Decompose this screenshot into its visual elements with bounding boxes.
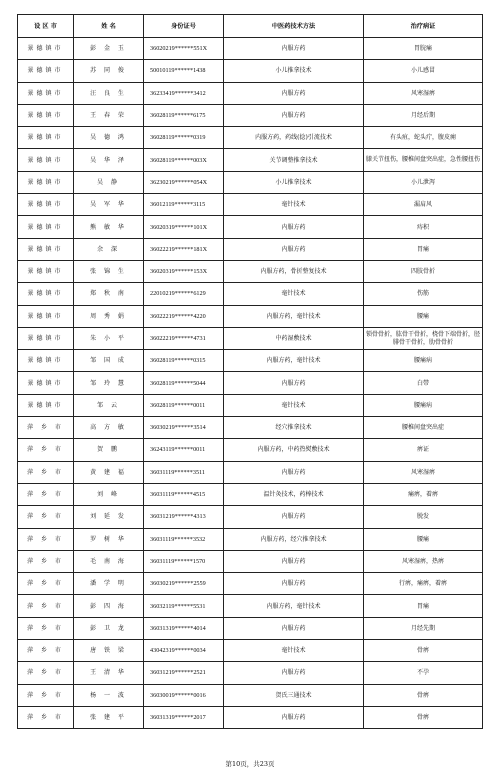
id-number-cell: 36022219******4220	[144, 305, 224, 327]
indication-cell: 脱发	[364, 506, 483, 528]
indication-cell: 风寒湿痹，热痹	[364, 550, 483, 572]
tcm-method-cell: 毫针技术	[224, 283, 364, 305]
tcm-method-cell: 内服方药	[224, 461, 364, 483]
id-number-cell: 36230219******054X	[144, 171, 224, 193]
tcm-method-cell: 中药湿敷技术	[224, 327, 364, 349]
tcm-method-cell: 贺氏三通技术	[224, 684, 364, 706]
city-cell: 景德镇市	[18, 350, 74, 372]
table-row	[18, 483, 483, 505]
tcm-method-cell: 小儿推拿技术	[224, 171, 364, 193]
name-cell: 苏 同 俊	[74, 60, 144, 82]
indication-cell: 骨痹	[364, 706, 483, 728]
city-cell: 景德镇市	[18, 260, 74, 282]
city-cell: 萍 乡 市	[18, 662, 74, 684]
city-cell: 景德镇市	[18, 60, 74, 82]
city-cell: 景德镇市	[18, 394, 74, 416]
indication-cell: 行痹，痛痹，着痹	[364, 573, 483, 595]
name-cell: 王 清 华	[74, 662, 144, 684]
name-cell: 刘 峰	[74, 483, 144, 505]
header-indication: 治疗病证	[364, 15, 483, 38]
name-cell: 邹 玲 慧	[74, 372, 144, 394]
id-number-cell: 36020319******101X	[144, 216, 224, 238]
city-cell: 景德镇市	[18, 127, 74, 149]
city-cell: 萍 乡 市	[18, 439, 74, 461]
city-cell: 景德镇市	[18, 372, 74, 394]
name-cell: 吴 华 泽	[74, 149, 144, 171]
city-cell: 景德镇市	[18, 305, 74, 327]
indication-cell: 不孕	[364, 662, 483, 684]
tcm-method-cell: 内服方药，毫针技术	[224, 595, 364, 617]
indication-cell: 腰痛病	[364, 394, 483, 416]
indication-cell: 痹证	[364, 439, 483, 461]
indication-cell: 腰椎间盘突出症	[364, 417, 483, 439]
city-cell: 萍 乡 市	[18, 506, 74, 528]
table-row	[18, 684, 483, 706]
city-cell: 景德镇市	[18, 194, 74, 216]
id-number-cell: 36028119******0319	[144, 127, 224, 149]
name-cell: 熊 敏 华	[74, 216, 144, 238]
table-row	[18, 327, 483, 349]
tcm-method-cell: 内服方药	[224, 82, 364, 104]
id-number-cell: 36022219******4731	[144, 327, 224, 349]
city-cell: 萍 乡 市	[18, 550, 74, 572]
table-row	[18, 216, 483, 238]
city-cell: 萍 乡 市	[18, 483, 74, 505]
id-number-cell: 36031319******4014	[144, 617, 224, 639]
tcm-method-cell: 温针灸技术，药棒技术	[224, 483, 364, 505]
table-row	[18, 60, 483, 82]
name-cell: 吴 军 华	[74, 194, 144, 216]
city-cell: 景德镇市	[18, 38, 74, 60]
table-row	[18, 127, 483, 149]
indication-cell: 月经后期	[364, 104, 483, 126]
id-number-cell: 36028119******0011	[144, 394, 224, 416]
city-cell: 萍 乡 市	[18, 684, 74, 706]
tcm-method-cell: 内服方药，药线(捻)引流技术	[224, 127, 364, 149]
indication-cell: 漏肩风	[364, 194, 483, 216]
id-number-cell: 36031219******4313	[144, 506, 224, 528]
header-tcm-method: 中医药技术方法	[224, 15, 364, 38]
id-number-cell: 36028119******0315	[144, 350, 224, 372]
name-cell: 杨 一 波	[74, 684, 144, 706]
indication-cell: 锁骨骨折，肱骨干骨折，桡骨下端骨折，胫腓骨干骨折，肋骨骨折	[364, 327, 483, 349]
name-cell: 彭 四 海	[74, 595, 144, 617]
indication-cell: 胃脘痛	[364, 38, 483, 60]
tcm-method-cell: 内服方药	[224, 662, 364, 684]
city-cell: 景德镇市	[18, 216, 74, 238]
table-row	[18, 573, 483, 595]
table-body	[18, 38, 483, 729]
indication-cell: 月经先期	[364, 617, 483, 639]
id-number-cell: 36020319******153X	[144, 260, 224, 282]
tcm-method-cell: 内服方药	[224, 573, 364, 595]
name-cell: 贺 鹏	[74, 439, 144, 461]
tcm-method-cell: 内服方药	[224, 238, 364, 260]
name-cell: 吴 静	[74, 171, 144, 193]
tcm-method-cell: 内服方药	[224, 550, 364, 572]
tcm-method-cell: 内服方药	[224, 104, 364, 126]
indication-cell: 风寒湿痹	[364, 82, 483, 104]
name-cell: 郑 秋 南	[74, 283, 144, 305]
id-number-cell: 36233419******3412	[144, 82, 224, 104]
indication-cell: 胃痛	[364, 238, 483, 260]
table-row	[18, 550, 483, 572]
id-number-cell: 22010219******6129	[144, 283, 224, 305]
id-number-cell: 36028119******003X	[144, 149, 224, 171]
id-number-cell: 36031219******2521	[144, 662, 224, 684]
table-row	[18, 260, 483, 282]
city-cell: 萍 乡 市	[18, 706, 74, 728]
name-cell: 彭 金 玉	[74, 38, 144, 60]
tcm-method-cell: 内服方药，经穴推拿技术	[224, 528, 364, 550]
tcm-method-cell: 关节调整推拿技术	[224, 149, 364, 171]
table-row	[18, 617, 483, 639]
tcm-method-cell: 内服方药，骨折整复技术	[224, 260, 364, 282]
table-row	[18, 283, 483, 305]
header-name: 姓 名	[74, 15, 144, 38]
id-number-cell: 36031119******3511	[144, 461, 224, 483]
indication-cell: 四肢骨折	[364, 260, 483, 282]
table-row	[18, 171, 483, 193]
name-cell: 汪 良 生	[74, 82, 144, 104]
table-header-row	[18, 15, 483, 38]
name-cell: 毛 南 海	[74, 550, 144, 572]
tcm-method-cell: 毫针技术	[224, 394, 364, 416]
tcm-method-cell: 内服方药，毫针技术	[224, 305, 364, 327]
tcm-method-cell: 内服方药	[224, 372, 364, 394]
city-cell: 景德镇市	[18, 283, 74, 305]
name-cell: 王 春 荣	[74, 104, 144, 126]
city-cell: 萍 乡 市	[18, 528, 74, 550]
id-number-cell: 36012119******3115	[144, 194, 224, 216]
name-cell: 张 锦 生	[74, 260, 144, 282]
indication-cell: 风寒湿痹	[364, 461, 483, 483]
tcm-method-cell: 内服方药	[224, 506, 364, 528]
city-cell: 景德镇市	[18, 82, 74, 104]
tcm-method-cell: 毫针技术	[224, 640, 364, 662]
id-number-cell: 36030219******2559	[144, 573, 224, 595]
tcm-method-cell: 小儿推拿技术	[224, 60, 364, 82]
city-cell: 景德镇市	[18, 327, 74, 349]
name-cell: 彭 卫 龙	[74, 617, 144, 639]
table-row	[18, 439, 483, 461]
table-row	[18, 461, 483, 483]
table-row	[18, 372, 483, 394]
name-cell: 唐 铁 梁	[74, 640, 144, 662]
id-number-cell: 36031119******4515	[144, 483, 224, 505]
table-row	[18, 194, 483, 216]
tcm-method-cell: 内服方药	[224, 38, 364, 60]
header-id-number: 身份证号	[144, 15, 224, 38]
indication-cell: 膝关节扭伤，腰椎间盘突出症，急性腰扭伤	[364, 149, 483, 171]
table-row	[18, 706, 483, 728]
id-number-cell: 50010119******1438	[144, 60, 224, 82]
id-number-cell: 36028119******6175	[144, 104, 224, 126]
city-cell: 萍 乡 市	[18, 640, 74, 662]
name-cell: 余 深	[74, 238, 144, 260]
table-row	[18, 662, 483, 684]
table-row	[18, 506, 483, 528]
header-city: 设 区 市	[18, 15, 74, 38]
name-cell: 刘 延 发	[74, 506, 144, 528]
indication-cell: 痔积	[364, 216, 483, 238]
indication-cell: 小儿泄泻	[364, 171, 483, 193]
id-number-cell: 36022219******181X	[144, 238, 224, 260]
indication-cell: 腰痛	[364, 528, 483, 550]
tcm-method-cell: 内服方药	[224, 617, 364, 639]
indication-cell: 伤筋	[364, 283, 483, 305]
name-cell: 张 建 平	[74, 706, 144, 728]
id-number-cell: 43042319******0034	[144, 640, 224, 662]
name-cell: 高 方 敏	[74, 417, 144, 439]
table-row	[18, 38, 483, 60]
indication-cell: 腰痛病	[364, 350, 483, 372]
table-row	[18, 104, 483, 126]
indication-cell: 腰痛	[364, 305, 483, 327]
name-cell: 周 秀 娟	[74, 305, 144, 327]
indication-cell: 白带	[364, 372, 483, 394]
city-cell: 萍 乡 市	[18, 573, 74, 595]
name-cell: 邹 国 成	[74, 350, 144, 372]
city-cell: 景德镇市	[18, 238, 74, 260]
city-cell: 萍 乡 市	[18, 595, 74, 617]
tcm-method-cell: 经穴推拿技术	[224, 417, 364, 439]
indication-cell: 骨痹	[364, 684, 483, 706]
indication-cell: 小儿感冒	[364, 60, 483, 82]
indication-cell: 痛痹，着痹	[364, 483, 483, 505]
id-number-cell: 36031119******3532	[144, 528, 224, 550]
tcm-method-cell: 内服方药，中药热熨敷技术	[224, 439, 364, 461]
id-number-cell: 36243119******0011	[144, 439, 224, 461]
id-number-cell: 36030019******0016	[144, 684, 224, 706]
id-number-cell: 36028119******5044	[144, 372, 224, 394]
table-row	[18, 528, 483, 550]
practitioner-table	[17, 14, 483, 729]
name-cell: 罗 树 华	[74, 528, 144, 550]
indication-cell: 骨痹	[364, 640, 483, 662]
id-number-cell: 36032119******5531	[144, 595, 224, 617]
table-row	[18, 82, 483, 104]
city-cell: 萍 乡 市	[18, 617, 74, 639]
name-cell: 邹 云	[74, 394, 144, 416]
table-row	[18, 238, 483, 260]
name-cell: 黄 建 福	[74, 461, 144, 483]
name-cell: 朱 小 平	[74, 327, 144, 349]
tcm-method-cell: 内服方药	[224, 216, 364, 238]
city-cell: 景德镇市	[18, 171, 74, 193]
table-row	[18, 305, 483, 327]
page-footer: 第10页，共23页	[225, 760, 275, 768]
id-number-cell: 36020219******551X	[144, 38, 224, 60]
tcm-method-cell: 毫针技术	[224, 194, 364, 216]
table-row	[18, 394, 483, 416]
name-cell: 潘 学 明	[74, 573, 144, 595]
city-cell: 景德镇市	[18, 104, 74, 126]
id-number-cell: 36031319******2017	[144, 706, 224, 728]
table-row	[18, 417, 483, 439]
table-row	[18, 640, 483, 662]
table-row	[18, 595, 483, 617]
indication-cell: 胃痛	[364, 595, 483, 617]
indication-cell: 有头疽，蛇头疔，腹皮痈	[364, 127, 483, 149]
id-number-cell: 36030219******3514	[144, 417, 224, 439]
name-cell: 吴 德 鸿	[74, 127, 144, 149]
id-number-cell: 36031119******1570	[144, 550, 224, 572]
city-cell: 萍 乡 市	[18, 461, 74, 483]
city-cell: 景德镇市	[18, 149, 74, 171]
table-row	[18, 149, 483, 171]
tcm-method-cell: 内服方药，毫针技术	[224, 350, 364, 372]
table-row	[18, 350, 483, 372]
tcm-method-cell: 内服方药	[224, 706, 364, 728]
city-cell: 萍 乡 市	[18, 417, 74, 439]
